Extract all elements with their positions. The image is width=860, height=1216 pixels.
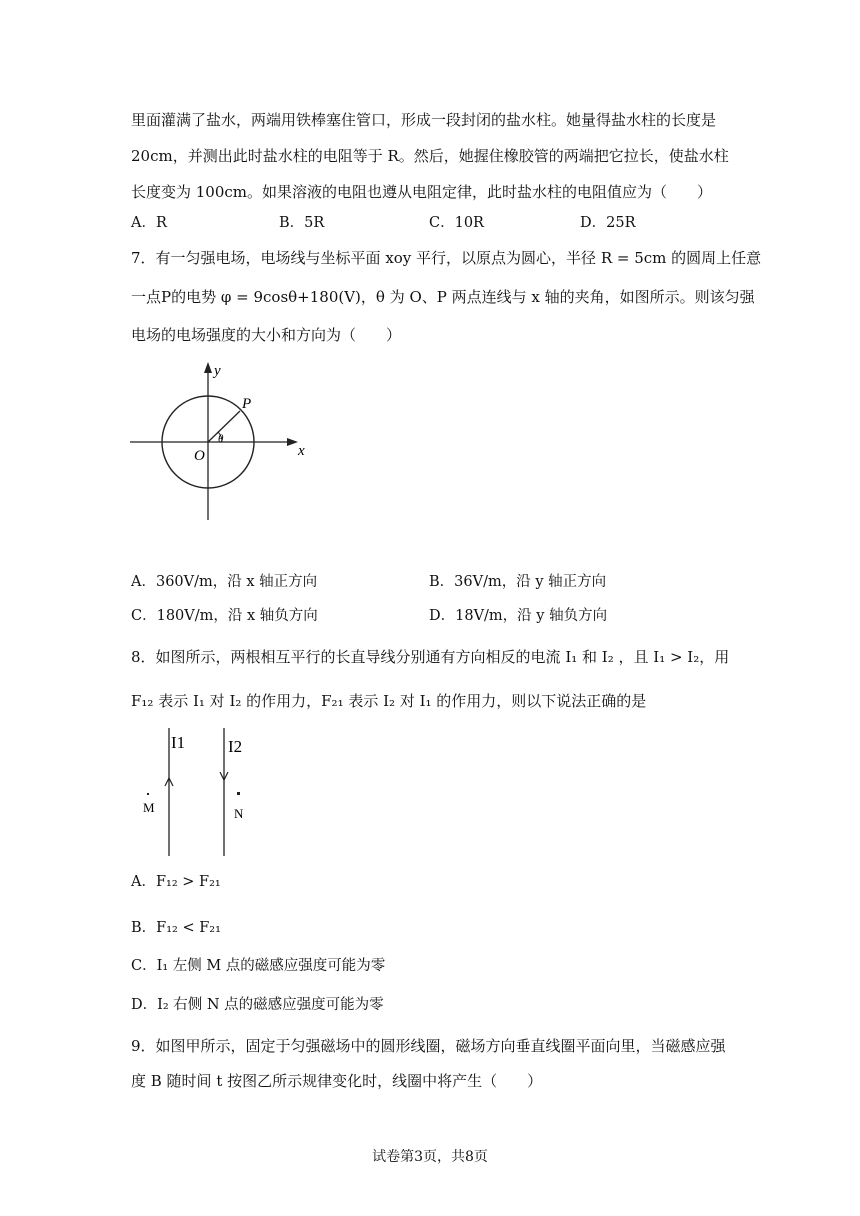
q6-line-3: 长度变为 100cm。如果溶液的电阻也遵从电阻定律，此时盐水柱的电阻值应为（ ） xyxy=(131,183,713,201)
q7-option-b: B．36V/m，沿 y 轴正方向 xyxy=(429,574,607,590)
q8-option-b: B．F₁₂ < F₂₁ xyxy=(131,920,221,936)
q6-option-d: D．25R xyxy=(580,215,636,231)
q6-option-c: C．10R xyxy=(429,215,484,231)
q7-circle-figure xyxy=(130,358,320,523)
q8-line-1: 8．如图所示，两根相互平行的长直导线分别通有方向相反的电流 I₁ 和 I₂ ，且 I₁ > I₂，用 xyxy=(131,648,730,666)
q7-line-1: 7．有一匀强电场，电场线与坐标平面 xoy 平行，以原点为圆心，半径 R = 5cm 的圆周上任意 xyxy=(131,249,762,267)
q7-line-2: 一点P的电势 φ = 9cosθ+180(V)，θ 为 O、P 两点连线与 x 轴的夹角，如图所示。则该匀强 xyxy=(131,288,755,306)
q6-option-a: A．R xyxy=(131,215,167,231)
x-axis-arrow xyxy=(287,438,298,446)
x-axis-label: x xyxy=(298,443,305,459)
q6-line-2: 20cm，并测出此时盐水柱的电阻等于 R。然后，她握住橡胶管的两端把它拉长，使盐水柱 xyxy=(131,147,729,165)
q8-wires-figure xyxy=(140,728,270,860)
page-footer: 试卷第3页，共8页 xyxy=(372,1149,488,1165)
q7-option-a: A．360V/m，沿 x 轴正方向 xyxy=(131,574,318,590)
y-axis-label: y xyxy=(214,363,221,379)
q8-option-c: C．I₁ 左侧 M 点的磁感应强度可能为零 xyxy=(131,958,386,974)
q8-option-d: D．I₂ 右侧 N 点的磁感应强度可能为零 xyxy=(131,997,384,1013)
radius-op xyxy=(208,411,240,442)
point-m-label: M xyxy=(143,800,155,815)
point-p-label: P xyxy=(242,396,252,412)
q8-line-2: F₁₂ 表示 I₁ 对 I₂ 的作用力，F₂₁ 表示 I₂ 对 I₁ 的作用力，则以下说法正确的是 xyxy=(131,692,647,710)
y-axis-arrow xyxy=(204,362,212,373)
q7-line-3: 电场的电场强度的大小和方向为（ ） xyxy=(131,326,402,344)
wire-i2-label: I2 xyxy=(228,737,243,756)
q9-line-2: 度 B 随时间 t 按图乙所示规律变化时，线圈中将产生（ ） xyxy=(131,1072,543,1090)
q7-option-d: D．18V/m，沿 y 轴负方向 xyxy=(429,608,608,624)
origin-label: O xyxy=(194,448,205,464)
point-n-label: N xyxy=(234,806,244,821)
q6-line-1: 里面灌满了盐水，两端用铁棒塞住管口，形成一段封闭的盐水柱。她量得盐水柱的长度是 xyxy=(131,111,717,129)
point-m-dot xyxy=(147,793,149,795)
theta-label: θ xyxy=(218,433,224,445)
q8-option-a: A．F₁₂ > F₂₁ xyxy=(131,874,221,890)
wire-i1-label: I1 xyxy=(171,733,186,752)
point-n-dot xyxy=(237,792,240,795)
q9-line-1: 9．如图甲所示，固定于匀强磁场中的圆形线圈，磁场方向垂直线圈平面向里，当磁感应强 xyxy=(131,1037,726,1055)
q7-option-c: C．180V/m，沿 x 轴负方向 xyxy=(131,608,318,624)
q6-option-b: B．5R xyxy=(279,215,325,231)
